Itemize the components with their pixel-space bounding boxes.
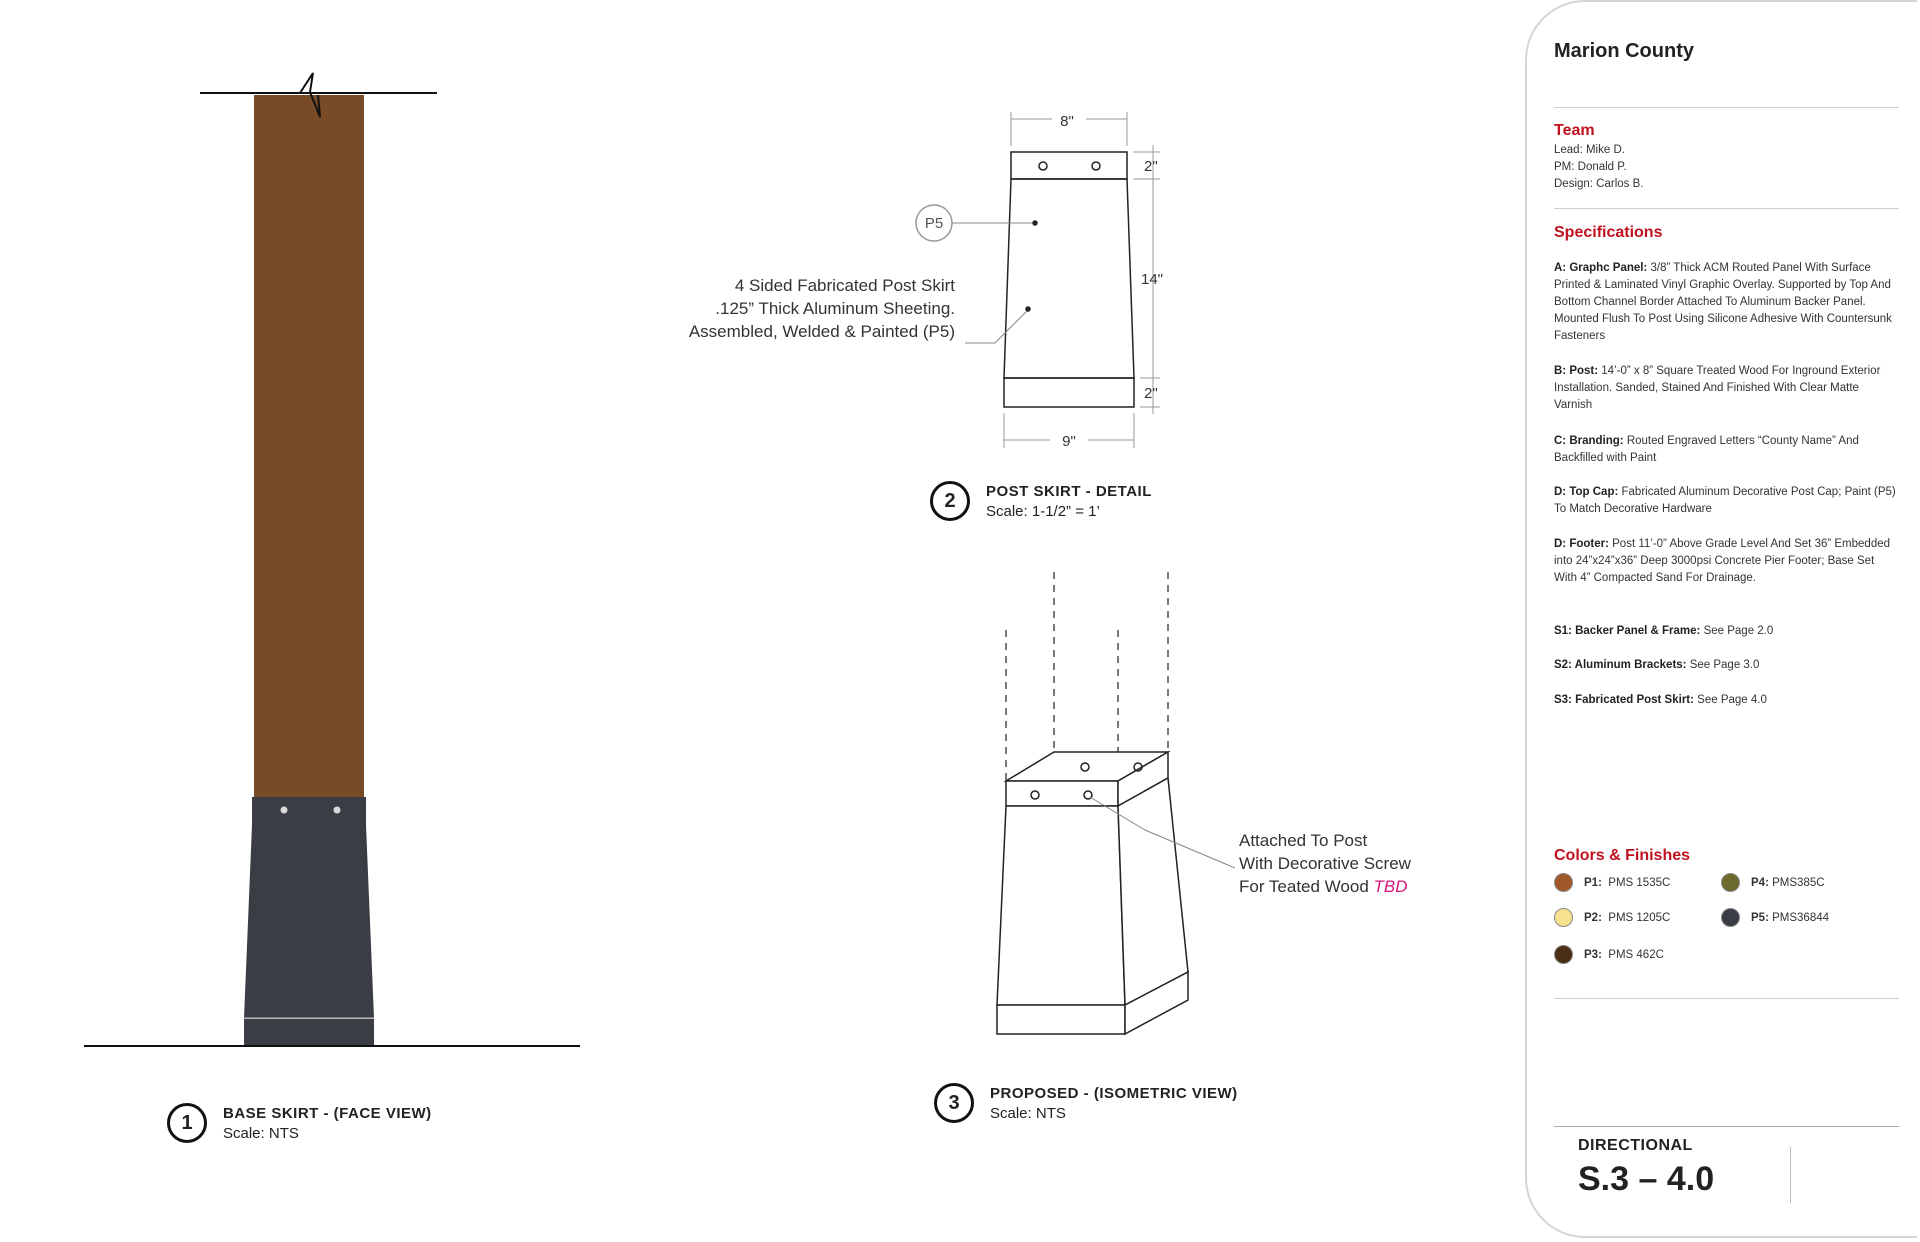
- swatch-p5: [1721, 908, 1740, 927]
- ref-s2: S2: Aluminum Brackets: See Page 3.0: [1554, 659, 1760, 671]
- sheet-number: S.3 – 4.0: [1578, 1160, 1715, 1198]
- skirt-callout-line-2: .125” Thick Aluminum Sheeting.: [715, 299, 955, 318]
- skirt-bottom-band: [244, 1019, 374, 1046]
- screw-callout-line-1: Attached To Post: [1239, 831, 1368, 850]
- screw-callout-line-3: For Teated Wood TBD: [1239, 877, 1408, 896]
- view-1-label: [167, 1103, 432, 1143]
- footer-divider: [1790, 1147, 1791, 1203]
- team-heading: Team: [1554, 122, 1595, 139]
- dim-height: 14": [1141, 271, 1164, 288]
- view-2-scale: Scale: 1-1/2” = 1’: [986, 502, 1100, 520]
- color-p3: P3: PMS 462C: [1554, 945, 1664, 964]
- color-p1: P1: PMS 1535C: [1554, 873, 1670, 892]
- detail-hole-right: [1092, 162, 1100, 170]
- divider: [1554, 1126, 1899, 1127]
- wood-post: [254, 95, 364, 800]
- screw-right: [334, 807, 341, 814]
- isometric-drawing: [997, 572, 1235, 1034]
- detail-body: [1004, 179, 1134, 378]
- color-p2: P2: PMS 1205C: [1554, 908, 1670, 927]
- skirt-callout-line-1: 4 Sided Fabricated Post Skirt: [734, 276, 955, 295]
- view-1-number: 1: [167, 1103, 207, 1143]
- skirt-callout: [685, 274, 955, 343]
- detail-bottom-band: [1004, 378, 1134, 407]
- colors-heading: Colors & Finishes: [1554, 847, 1691, 864]
- team-list: [1554, 142, 1899, 193]
- view-2-label: [930, 481, 1152, 521]
- screw-callout-line-2: With Decorative Screw: [1239, 854, 1411, 873]
- divider: [1554, 208, 1899, 209]
- view-2-number: 2: [930, 481, 970, 521]
- spec-b: B: Post: 14’-0” x 8” Square Treated Wood For Inground Exterior Installation. Sanded, Stained And Finished With Clear Matte Varnish: [1554, 365, 1881, 411]
- divider: [1554, 998, 1899, 999]
- spec-d-top-cap: D: Top Cap: Fabricated Aluminum Decorative Post Cap; Paint (P5) To Match Decorative Hardware: [1554, 486, 1896, 515]
- title-block-panel: [1525, 0, 1917, 1238]
- swatch-p3: [1554, 945, 1573, 964]
- view-2-title: POST SKIRT - DETAIL: [986, 482, 1152, 500]
- team-pm: PM: Donald P.: [1554, 161, 1627, 173]
- ref-s1: S1: Backer Panel & Frame: See Page 2.0: [1554, 625, 1774, 637]
- spec-a: A: Graphc Panel: 3/8” Thick ACM Routed Panel With Surface Printed & Laminated Vinyl Graphic Overlay. Supported by Top And Bottom Channel Border Attached To Aluminum Backer Panel. Mounted Flush To Post Using Silicone Adhesive With Countersunk Fasteners: [1554, 262, 1892, 342]
- divider: [1554, 107, 1899, 108]
- tbd-text: TBD: [1373, 877, 1408, 896]
- face-view-drawing: [84, 73, 580, 1046]
- screw-callout: [1239, 829, 1411, 898]
- skirt-callout-line-3: Assembled, Welded & Painted (P5): [688, 322, 955, 341]
- swatch-p4: [1721, 873, 1740, 892]
- view-1-scale: Scale: NTS: [223, 1124, 299, 1142]
- view-1-title: BASE SKIRT - (FACE VIEW): [223, 1104, 432, 1122]
- view-3-title: PROPOSED - (ISOMETRIC VIEW): [990, 1084, 1238, 1102]
- client-name: Marion County: [1554, 40, 1694, 62]
- skirt-body: [244, 825, 374, 1018]
- ref-s3: S3: Fabricated Post Skirt: See Page 4.0: [1554, 694, 1767, 706]
- swatch-p1: [1554, 873, 1573, 892]
- spec-d-footer: D: Footer: Post 11’-0” Above Grade Level And Set 36” Embedded into 24”x24”x36” Deep 3000psi Concrete Pier Footer; Base Set With 4” Compacted Sand For Drainage.: [1554, 538, 1891, 584]
- dim-bottom-band: 2": [1144, 385, 1158, 402]
- view-3-label: [934, 1083, 1238, 1123]
- sheet-category: DIRECTIONAL: [1578, 1137, 1693, 1154]
- skirt-top-band: [252, 797, 366, 825]
- detail-top-band: [1011, 152, 1127, 179]
- dim-top-width: 8": [1060, 113, 1074, 130]
- dim-bottom-width: 9": [1062, 433, 1076, 450]
- detail-hole-left: [1039, 162, 1047, 170]
- team-lead: Lead: Mike D.: [1554, 144, 1625, 156]
- color-p5: P5: PMS36844: [1721, 908, 1829, 927]
- view-3-number: 3: [934, 1083, 974, 1123]
- view-3-scale: Scale: NTS: [990, 1104, 1066, 1122]
- color-p4: P4: PMS385C: [1721, 873, 1825, 892]
- swatch-p2: [1554, 908, 1573, 927]
- p5-tag: P5: [924, 215, 944, 232]
- screw-left: [281, 807, 288, 814]
- spec-c: C: Branding: Routed Engraved Letters “County Name” And Backfilled with Paint: [1554, 435, 1859, 464]
- dim-top-band: 2": [1144, 158, 1158, 175]
- specs-heading: Specifications: [1554, 224, 1663, 241]
- team-design: Design: Carlos B.: [1554, 178, 1644, 190]
